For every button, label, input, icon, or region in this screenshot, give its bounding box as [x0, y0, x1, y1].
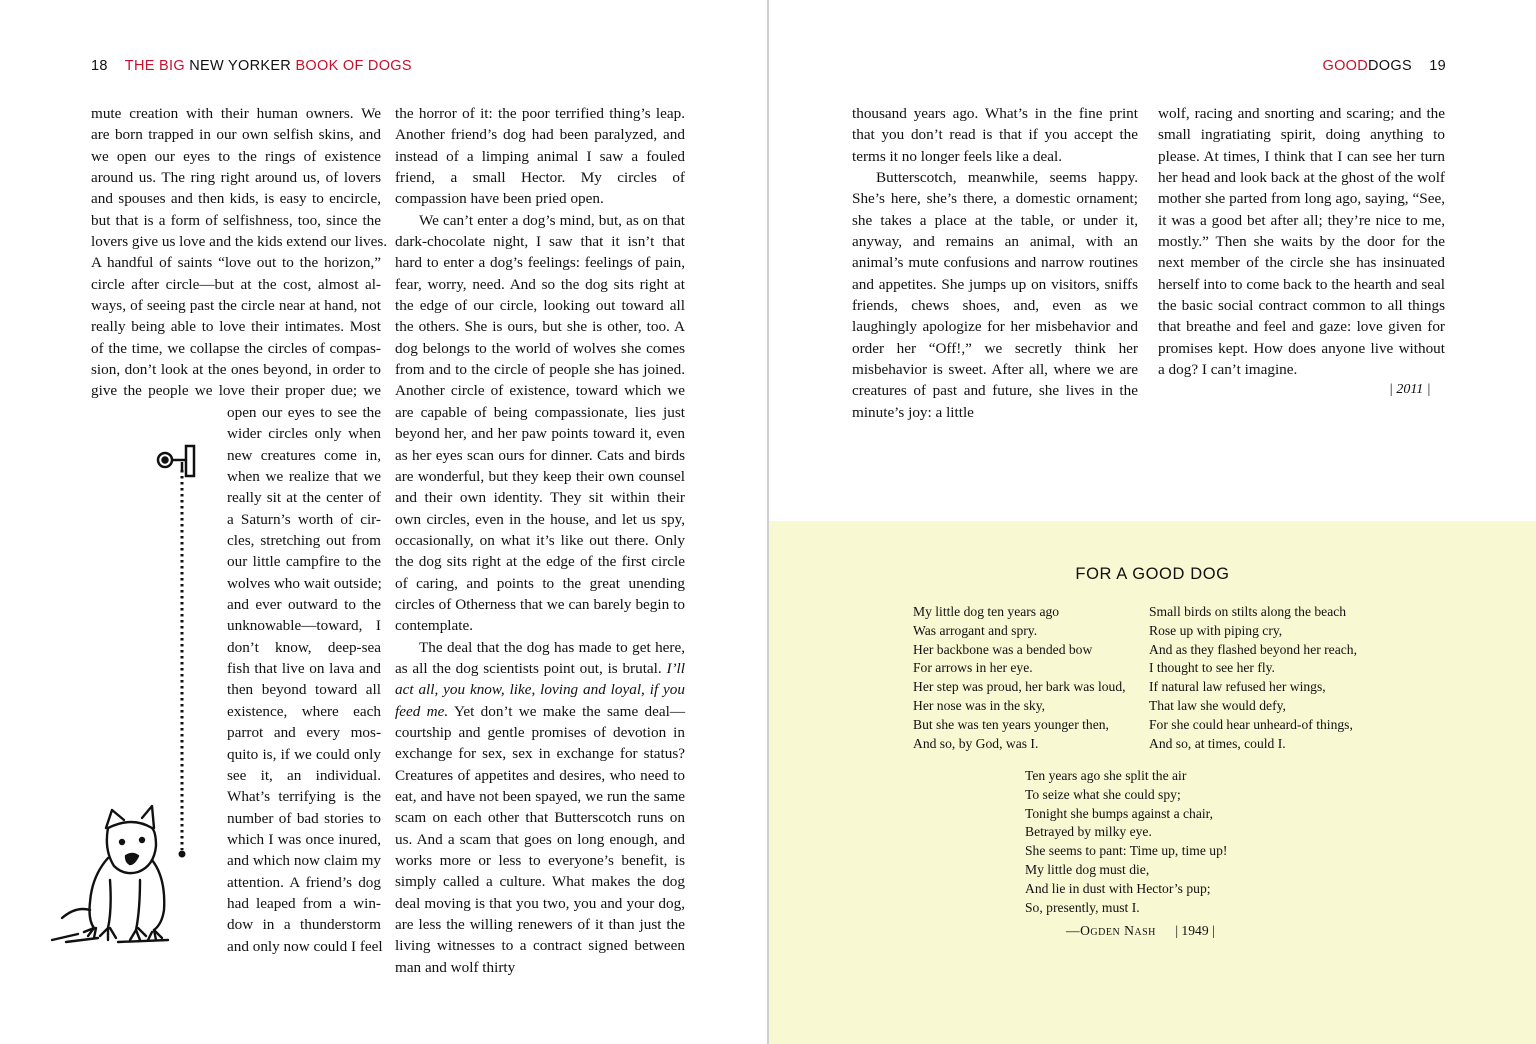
left-col1-narrow-line: new creatures come in,: [227, 446, 381, 464]
book-title-part2: NEW YORKER: [189, 58, 292, 74]
left-col1-narrow-line: parrot and every mos-: [227, 724, 381, 742]
section-title-part2: DOGS: [1368, 58, 1412, 74]
left-col1-narrow-line: had leaped from a win-: [227, 894, 381, 912]
poem-line: And so, by God, was I.: [913, 735, 1039, 751]
left-col1-narrow-line: attention. A friend’s dog: [227, 873, 381, 891]
poem-line: But she was ten years younger then,: [913, 716, 1109, 732]
left-col1-line: lovers give us love and the kids extend our lives.: [91, 233, 388, 251]
left-page: [0, 0, 767, 1044]
left-col1-line: mute creation with their human owners. We: [91, 105, 381, 122]
left-col1-narrow-text: [227, 402, 381, 957]
poem-line: That law she would defy,: [1149, 697, 1286, 713]
essay-year: | 2011 |: [1389, 382, 1431, 397]
right-col1-para2: Butterscotch, meanwhile, seems happy. She’s here, she’s there, a domestic ornament; she takes a place at the table, or under it, anyway, and remains an animal, with an animal’s mute confusions and narrow routines and appetites. She jumps up on visitors, sniffs friends, chews shoes, and, even as we laughingly apologize for her misbehavior and order her “Off!,” we secretly think her misbehavior is sweet. After all, where we are creatures of past and future, she lives in the minute’s joy: a little: [852, 169, 1138, 421]
poem-stanza-3: [1025, 767, 1227, 917]
poem-line: And so, at times, could I.: [1149, 735, 1286, 751]
poem-line: My little dog must die,: [1025, 861, 1150, 877]
poem-credit: [1066, 923, 1215, 939]
poem-line: For she could hear unheard-of things,: [1149, 716, 1353, 732]
left-col2-para3-end: Yet don’t we make the same deal—courtship and gentle promises of devotion in exchange for sex, sex in exchange for status? Creatures of appetites and desires, who need to eat, and have not been spayed, we run the same scam on each other that Butterscotch runs on us. And a scam that goes on long enough, and works more or less to everyone’s benefit, is simply called a culture. What makes the dog deal moving is that you two, you and your dog, are less the willing renewers of it than just the living witnesses to a contract signed between man and wolf thirty: [395, 702, 686, 976]
poem-line: Ten years ago she split the air: [1025, 768, 1187, 783]
left-col1-narrow-line: really sit at the center of: [227, 489, 381, 507]
right-col1-para1: thousand years ago. What’s in the fine print that you don’t read is that if you accept the terms it no longer feels like a deal.: [852, 105, 1138, 165]
poem-line: So, presently, must I.: [1025, 899, 1140, 915]
left-col1-narrow-line: which I was once inured,: [227, 830, 381, 848]
poem-line: For arrows in her eye.: [913, 660, 1033, 676]
left-col2-text: [395, 103, 685, 978]
right-col2-para: wolf, racing and snorting and scaring; and the small ingratiating spirit, doing anything to please. At times, I think that I can see her turn her head and look back at the ghost of the wolf mother she parted from long ago, saying, “See, it was a good bet after all; they’re nice to me, mostly.” Then she waits by the door for the next member of the circle she has insinuated herself into to come back to the hearth and seal the basic social contract common to all things that breathe and feel and gaze: love given for promises kept. How does anyone live without a dog? I can’t imagine.: [1158, 105, 1445, 379]
left-col1-narrow-line: and only now could I feel: [227, 937, 383, 955]
left-col1-narrow-line: then beyond toward all: [227, 681, 381, 699]
poem-line: Small birds on stilts along the beach: [1149, 604, 1347, 619]
left-col1-line: ways, of seeing past the circle near at hand, not: [91, 297, 381, 315]
poem-line: Was arrogant and spry.: [913, 622, 1038, 638]
left-col1-narrow-line: and which now claim my: [227, 852, 381, 870]
left-col1-narrow-line: see it, an individual.: [227, 766, 381, 784]
left-col2-para2: We can’t enter a dog’s mind, but, as on that dark-chocolate night, I saw that it isn’t that hard to enter a dog’s feelings: feelings of pain, fear, worry, need. And so the dog sits right at the edge of our circle, looking out toward all the others. She is ours, but she is other, too. A dog belongs to the world of wolves she comes from and to the circle of people she has joined. Another circle of existence, toward which we are capable of being compassionate, lies just beyond her, and her paw points toward it, even as her eyes scan ours for dinner. Cats and birds are wonderful, but they keep their own counsel and their own identity. They sit within their own circles, even in the house, and let us spy, occasionally, on what it’s like out there. Only the dog sits right at the edge of the first circle of caring, and points to the great unending circles of Otherness that we can barely begin to contemplate.: [395, 211, 685, 635]
leash-hook-icon: [158, 446, 194, 476]
left-col2-para1: the horror of it: the poor terrified thing’s leap. Another friend’s dog had been paralyzed, and instead of a limping animal I saw a fouled friend, a small Hector. My circles of compassion have been pried open.: [395, 105, 685, 208]
left-col1-narrow-line: existence, where each: [227, 702, 381, 720]
left-col1-line: sion, don’t look at the ones beyond, in order to: [91, 361, 381, 379]
left-col2-para3-italic: I’ll act all, you know, like, loving and loyal, if you feed me.: [395, 659, 685, 720]
poem-line: Her nose was in the sky,: [913, 697, 1046, 713]
left-col1-narrow-line: number of bad stories to: [227, 809, 381, 827]
left-col1-narrow-line: cles, stretching out from: [227, 532, 381, 550]
poem-line: And as they flashed beyond her reach,: [1149, 641, 1357, 657]
poem-title: FOR A GOOD DOG: [1075, 565, 1230, 583]
left-col1-narrow-line: open our eyes to see the: [227, 404, 381, 421]
poem-stanza-1: [913, 603, 1126, 753]
left-col1-narrow-line: a Saturn’s worth of cir-: [227, 510, 381, 528]
right-col1-text: [852, 103, 1138, 423]
left-col1-line: A handful of saints “love out to the horizon,”: [91, 254, 381, 272]
left-col2-para3-start: The deal that the dog has made to get here, as all the dog scientists point out, is brutal.: [395, 638, 685, 677]
dog-icon: [52, 806, 168, 942]
poem-stanza-2: [1149, 603, 1357, 753]
left-col1-line: we open our eyes to the rings of existence: [91, 147, 381, 165]
left-running-head: [91, 58, 412, 74]
poem-line: I thought to see her fly.: [1149, 660, 1275, 676]
poem-line: To seize what she could spy;: [1025, 786, 1181, 802]
left-col1-narrow-line: quito is, if we could only: [227, 745, 381, 763]
left-col1-narrow-line: fish that live on lava and: [227, 660, 381, 678]
poem-line: Betrayed by milky eye.: [1025, 824, 1152, 840]
left-col1-narrow-line: our little campfire to the: [227, 553, 381, 571]
left-col1-narrow-line: unknowable—toward, I: [227, 617, 381, 635]
poem-box: [769, 521, 1536, 1044]
left-col1-line: really being able to love their intimates. Most: [91, 318, 381, 336]
left-col1-line: around us. The ring right around us, of lovers: [91, 169, 381, 187]
dog-illustration: [48, 440, 218, 950]
left-col1-narrow-line: wolves who wait outside;: [227, 574, 382, 592]
poem-line: Her step was proud, her bark was loud,: [913, 679, 1126, 695]
left-col1-line: give the people we love their proper due; we: [91, 382, 381, 400]
right-page-number: 19: [1429, 58, 1446, 74]
left-col1-line: are born trapped in our own selfish skins, and: [91, 126, 381, 144]
right-page: [769, 0, 1536, 1044]
left-col1-narrow-line: and ever outward to the: [227, 596, 381, 614]
poem-year: | 1949 |: [1175, 923, 1215, 938]
left-col1-narrow-line: don’t know, deep-sea: [227, 638, 381, 656]
poem-line: My little dog ten years ago: [913, 604, 1060, 619]
left-col1-narrow-line: What’s terrifying is the: [227, 788, 381, 806]
right-running-head: [1323, 58, 1446, 74]
left-col1-line: but that is a form of selfishness, too, since the: [91, 211, 381, 229]
poem-line: Tonight she bumps against a chair,: [1025, 805, 1214, 821]
left-col1-line: circle after circle—but at the cost, almost al-: [91, 275, 381, 293]
section-title-part1: GOOD: [1322, 58, 1369, 74]
poem-author: —Ogden Nash: [1066, 923, 1156, 938]
left-col1-narrow-line: when we realize that we: [227, 468, 381, 486]
right-col2-text: [1158, 103, 1445, 380]
left-col1-text: [91, 103, 388, 402]
left-col1-narrow-line: dow in a thunderstorm: [227, 916, 381, 934]
left-col1-narrow-line: wider circles only when: [227, 425, 381, 443]
poem-line: If natural law refused her wings,: [1149, 679, 1326, 695]
left-page-number: 18: [91, 58, 108, 74]
poem-line: Rose up with piping cry,: [1149, 622, 1283, 638]
left-col1-line: and spouses and then kids, is easy to encircle,: [91, 190, 381, 208]
book-title-part1: THE BIG: [124, 58, 185, 74]
poem-line: And lie in dust with Hector’s pup;: [1025, 880, 1211, 896]
book-title-part3: BOOK OF DOGS: [295, 58, 412, 74]
left-col1-line: of the time, we collapse the circles of compas-: [91, 339, 381, 357]
poem-line: She seems to pant: Time up, time up!: [1025, 843, 1228, 859]
left-col2-para3: [395, 637, 685, 979]
poem-line: Her backbone was a bended bow: [913, 641, 1093, 657]
